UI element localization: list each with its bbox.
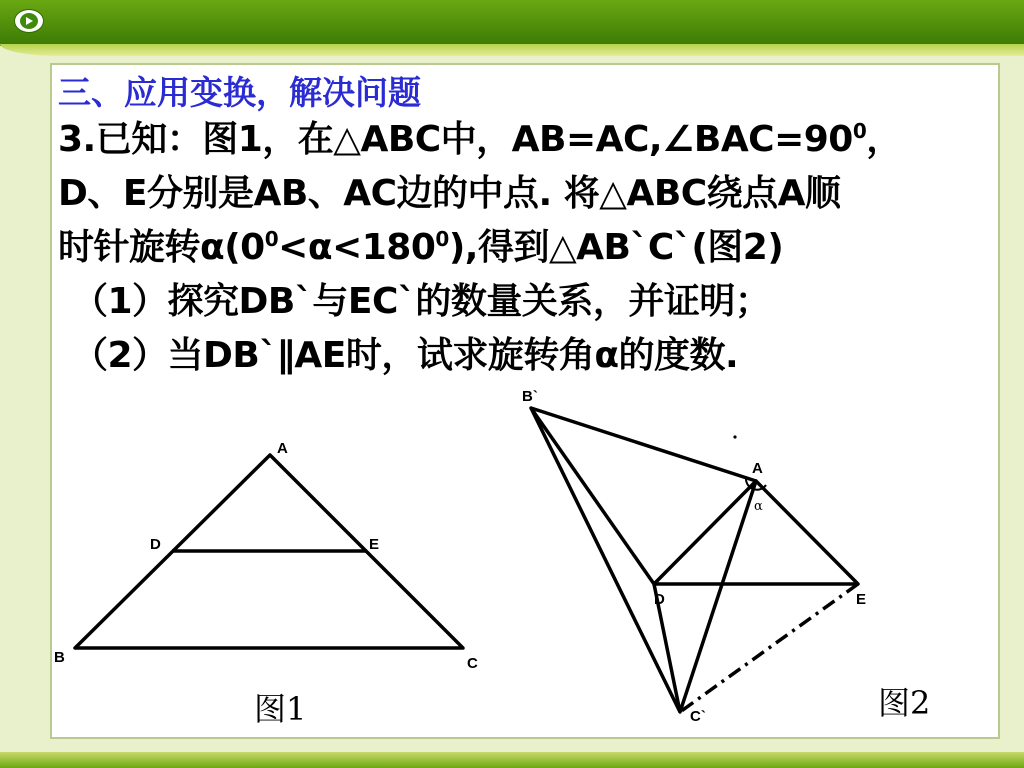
- degree-superscript: 0: [264, 227, 279, 251]
- degree-superscript: 0: [852, 119, 867, 143]
- problem-line-3-c: ),得到△AB`C`(图2): [448, 227, 784, 268]
- segment-db1: [531, 408, 654, 584]
- figure-1-labels: [54, 440, 478, 672]
- figure-1-caption: 图1: [254, 690, 307, 728]
- label-c: C: [467, 655, 478, 672]
- label-alpha: α: [754, 499, 763, 514]
- question-1: （1）探究DB`与EC`的数量关系，并证明；: [72, 281, 771, 322]
- question-2: （2）当DB`∥AE时，试求旋转角α的度数.: [72, 335, 739, 376]
- figure-2: [531, 408, 858, 712]
- triangle-ade: [654, 481, 858, 584]
- label-b-prime: B`: [522, 388, 538, 405]
- label-a: A: [277, 440, 288, 457]
- label-b: B: [54, 649, 65, 666]
- label-e: E: [369, 536, 380, 553]
- degree-superscript: 0: [435, 227, 449, 251]
- problem-line-3-b: <α<180: [278, 227, 436, 268]
- problem-line-3-a: 时针旋转α(0: [58, 227, 265, 268]
- figure-1: [75, 455, 463, 648]
- segment-ec1: [680, 584, 858, 712]
- section-title: 三、应用变换，解决问题: [58, 73, 421, 112]
- figure-2-caption: 图2: [878, 684, 931, 722]
- label-a-2: A: [752, 460, 763, 477]
- dot-mark: [733, 435, 736, 438]
- problem-line-1-text: 3.已知：图1，在△ABC中，AB=AC,∠BAC=90: [58, 119, 853, 160]
- problem-line-2: D、E分别是AB、AC边的中点. 将△ABC绕点A顺: [58, 173, 841, 214]
- label-d-2: D: [654, 591, 665, 608]
- problem-line-1-end: ，: [866, 119, 902, 160]
- label-c-prime: C`: [690, 708, 706, 725]
- label-d: D: [150, 536, 161, 553]
- label-e-2: E: [856, 591, 867, 608]
